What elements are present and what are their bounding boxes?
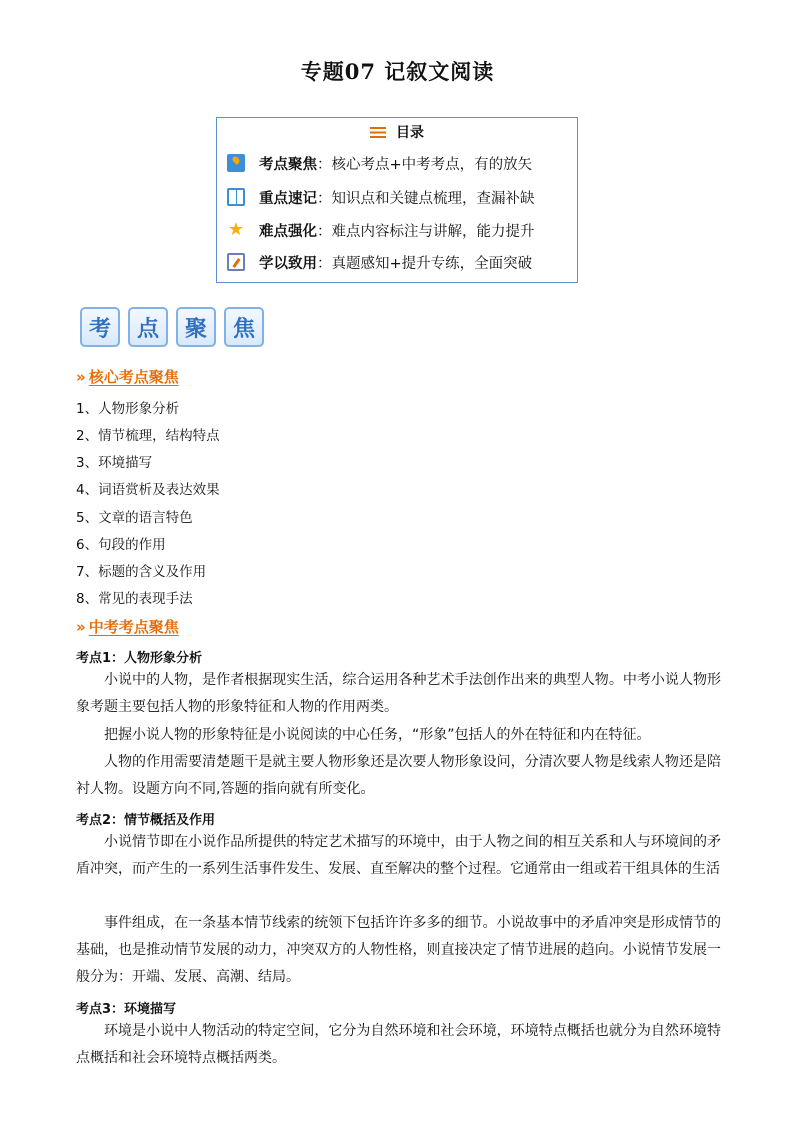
- star-icon: ★: [227, 219, 245, 240]
- toc-label: 考点聚焦: [259, 156, 317, 173]
- point-heading: 考点3：环境描写: [76, 1002, 177, 1017]
- section-heading-exam: » 中考考点聚焦: [76, 618, 179, 636]
- toc-heading: 目录: [217, 122, 577, 142]
- banner-tile: 聚: [176, 307, 216, 347]
- toc-desc: 难点内容标注与讲解，能力提升: [331, 223, 535, 240]
- toc-label: 难点强化: [259, 223, 317, 240]
- banner-tile: 焦: [224, 307, 264, 347]
- section-heading-core: » 核心考点聚焦: [76, 368, 179, 386]
- banner-tile: 点: [128, 307, 168, 347]
- banner-tile: 考: [80, 307, 120, 347]
- chevron-right-icon: »: [76, 618, 83, 636]
- toc-desc: 真题感知+提升专练，全面突破: [331, 255, 533, 272]
- toc-desc: 知识点和关键点梳理，查漏补缺: [331, 190, 535, 207]
- toc-desc: 核心考点+中考考点，有的放矢: [331, 156, 533, 173]
- list-icon: [370, 127, 386, 138]
- paragraph: 人物的作用需要清楚题干是就主要人物形象还是次要人物形象设问，分清次要人物是线索人物还是陪衬人物。设题方向不同,答题的指向就有所变化。: [76, 754, 721, 797]
- paragraph: 环境是小说中人物活动的特定空间，它分为自然环境和社会环境，环境特点概括也就分为自然环境特点概括和社会环境特点概括两类。: [76, 1023, 721, 1066]
- table-of-contents: [216, 117, 578, 283]
- document-title: 专题07 记叙文阅读: [300, 59, 495, 84]
- point-heading: 考点1：人物形象分析: [76, 651, 203, 666]
- list-item: 8、常见的表现手法: [76, 591, 193, 607]
- list-item: 5、文章的语言特色: [76, 510, 193, 526]
- paragraph: 小说情节即在小说作品所提供的特定艺术描写的环境中，由于人物之间的相互关系和人与环境间的矛盾冲突，而产生的一系列生活事件发生、发展、直至解决的整个过程。它通常由一组或若干组具体的生活: [76, 834, 721, 877]
- chevron-right-icon: »: [76, 368, 83, 386]
- toc-label: 学以致用: [259, 255, 317, 272]
- paragraph: 小说中的人物，是作者根据现实生活，综合运用各种艺术手法创作出来的典型人物。中考小说人物形象考题主要包括人物的形象特征和人物的作用两类。: [76, 672, 721, 715]
- toc-label: 重点速记: [259, 190, 317, 207]
- map-icon: [227, 154, 245, 172]
- pen-icon: [227, 253, 245, 271]
- toc-row: 重点速记 ： 知识点和关键点梳理，查漏补缺: [227, 185, 535, 209]
- list-item: 7、标题的含义及作用: [76, 564, 207, 580]
- list-item: 2、情节梳理，结构特点: [76, 428, 220, 444]
- toc-row: 学以致用 ： 真题感知+提升专练，全面突破: [227, 250, 532, 274]
- list-item: 1、人物形象分析: [76, 401, 180, 417]
- toc-row: ★ 难点强化 ： 难点内容标注与讲解，能力提升: [227, 219, 535, 240]
- toc-row: 考点聚焦 ： 核心考点+中考考点，有的放矢: [227, 151, 532, 175]
- list-item: 4、词语赏析及表达效果: [76, 482, 220, 498]
- paragraph: 事件组成，在一条基本情节线索的统领下包括许许多多的细节。小说故事中的矛盾冲突是形成情节的基础，也是推动情节发展的动力，冲突双方的人物性格，则直接决定了情节进展的趋向。小说情节发展一般分为：开端、发展、高潮、结局。: [76, 915, 721, 985]
- section-banner: [80, 307, 264, 349]
- list-item: 6、句段的作用: [76, 537, 166, 553]
- paragraph: 把握小说人物的形象特征是小说阅读的中心任务，“形象”包括人的外在特征和内在特征。: [104, 727, 651, 743]
- point-heading: 考点2：情节概括及作用: [76, 813, 216, 828]
- list-item: 3、环境描写: [76, 455, 153, 471]
- book-icon: [227, 188, 245, 206]
